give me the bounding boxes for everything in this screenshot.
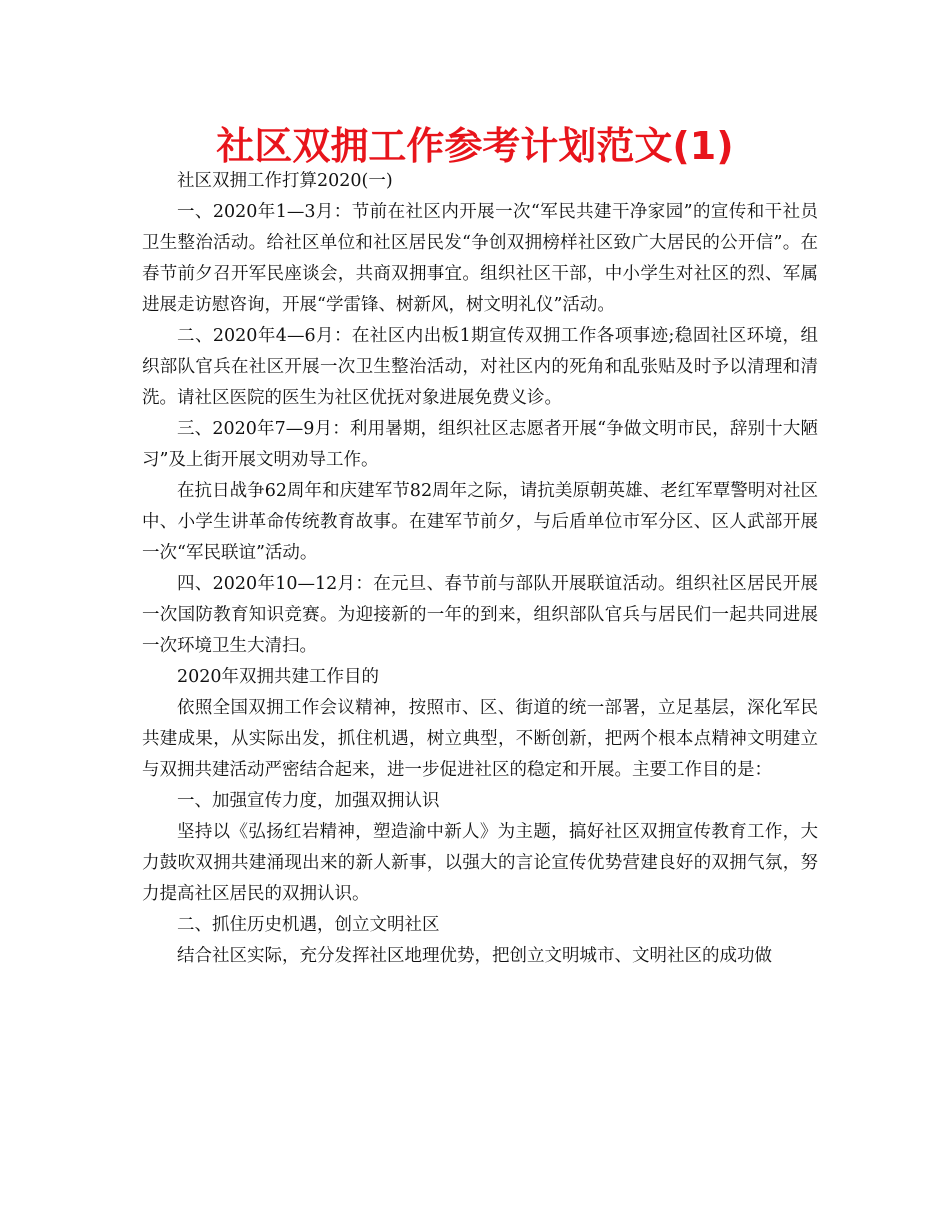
paragraph: 一、加强宣传力度，加强双拥认识 [177,791,440,811]
paragraph: 2020年双拥共建工作目的 [177,667,380,687]
paragraph: 二、抓住历史机遇，创立文明社区 [177,915,440,935]
paragraph: 依照全国双拥工作会议精神，按照市、区、街道的统一部署，立足基层，深化军民共建成果，从实际出发，抓住机遇，树立典型，不断创新，把两个根本点精神文明建立与双拥共建活动严密结合起来，进一步促进社区的稳定和开展。主要工作目的是： [142,698,818,780]
paragraph: 三、2020年7—9月：利用暑期，组织社区志愿者开展“争做文明市民，辞别十大陋习”及上街开展文明劝导工作。 [142,419,818,470]
document-body [142,166,818,972]
paragraph: 在抗日战争62周年和庆建军节82周年之际，请抗美原朝英雄、老红军覃警明对社区中、小学生讲革命传统教育故事。在建军节前夕，与后盾单位市军分区、区人武部开展一次“军民联谊”活动。 [142,481,818,563]
paragraph: 社区双拥工作打算2020(一) [177,171,393,191]
paragraph: 坚持以《弘扬红岩精神，塑造渝中新人》为主题，搞好社区双拥宣传教育工作，大力鼓吹双拥共建涌现出来的新人新事，以强大的言论宣传优势营建良好的双拥气氛，努力提高社区居民的双拥认识。 [142,822,818,904]
document-title: 社区双拥工作参考计划范文(1) [216,124,734,168]
paragraph: 四、2020年10—12月：在元旦、春节前与部队开展联谊活动。组织社区居民开展一次国防教育知识竞赛。为迎接新的一年的到来，组织部队官兵与居民们一起共同进展一次环境卫生大清扫。 [142,574,818,656]
paragraph: 二、2020年4—6月：在社区内出板1期宣传双拥工作各项事迹;稳固社区环境，组织部队官兵在社区开展一次卫生整治活动，对社区内的死角和乱张贴及时予以清理和清洗。请社区医院的医生为社区优抚对象进展免费义诊。 [142,326,818,408]
paragraph: 一、2020年1—3月：节前在社区内开展一次“军民共建干净家园”的宣传和干社员卫生整治活动。给社区单位和社区居民发“争创双拥榜样社区致广大居民的公开信”。在春节前夕召开军民座谈会，共商双拥事宜。组织社区干部，中小学生对社区的烈、军属进展走访慰咨询，开展“学雷锋、树新风，树文明礼仪”活动。 [142,202,818,315]
paragraph: 结合社区实际，充分发挥社区地理优势，把创立文明城市、文明社区的成功做 [177,946,772,966]
